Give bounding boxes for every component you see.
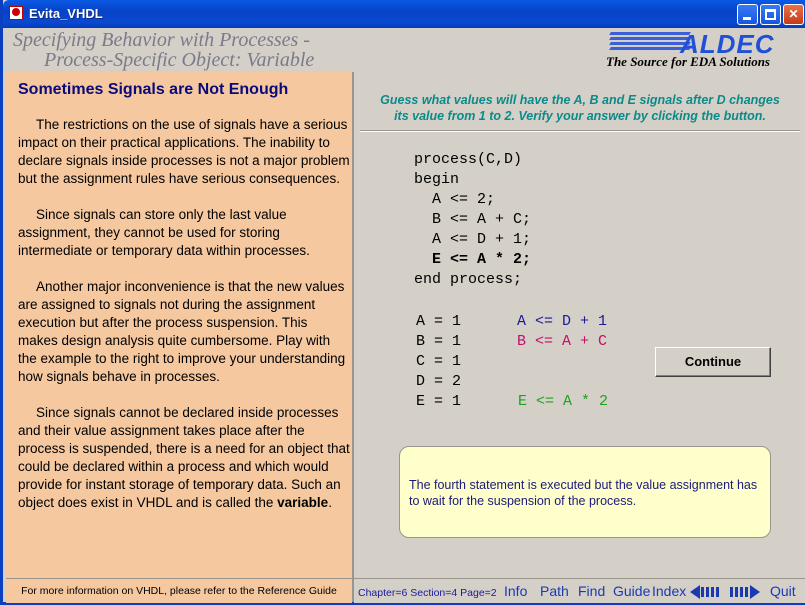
title-bar[interactable] [3,0,805,28]
header-title-line1: Specifying Behavior with Processes - [13,29,310,51]
instruction-line-1: Guess what values will have the A, B and E signals after D changes [380,93,780,107]
code-line: A <= 2; [414,191,496,208]
code-line: process(C,D) [414,151,523,168]
navigation-bar [354,578,805,603]
quit-link[interactable]: Quit [770,583,796,599]
app-icon[interactable] [9,6,23,20]
pane-title: Sometimes Signals are Not Enough [18,81,289,98]
code-line: begin [414,171,460,188]
paragraph-1: The restrictions on the use of signals have a serious impact on their practical applications. The inability to declare signals inside processes is not a major problem but the assignment rules have serious consequences. [18,117,350,186]
paragraph-3: Another major inconvenience is that the new values are assigned to signals not during the assignment execution but after the process suspension. This makes design analysis quite cumbersome. Play with the example to the right to improve your understanding how signals behave in processes. [18,279,346,384]
code-line-current: E <= A * 2; [414,251,532,268]
instruction-text [360,92,800,124]
value-a: A = 1 [416,313,462,330]
value-e: E = 1 [416,393,462,410]
paragraph-4 [18,404,350,512]
path-link[interactable]: Path [540,583,569,599]
explanation-text [18,116,350,530]
paragraph-4-end: . [328,495,332,510]
code-line: A <= D + 1; [414,231,532,248]
index-link[interactable]: Index [652,583,687,599]
logo-stripes [610,32,690,56]
reference-guide-note: For more information on VHDL, please refer to the Reference Guide [6,578,352,603]
variable-keyword: variable [277,495,329,510]
header-title-line2: Process-Specific Object: Variable [44,49,315,71]
explanation-pane [6,72,354,602]
pending-assignment-e: E <= A * 2 [518,393,609,410]
minimize-button[interactable] [737,4,758,25]
code-line: B <= A + C; [414,211,532,228]
code-line: end process; [414,271,523,288]
paragraph-2: Since signals can store only the last value assignment, they cannot be used for storing intermediate or temporary data within processes. [18,207,310,258]
guide-link[interactable]: Guide [613,583,651,599]
aldec-logo [604,30,804,70]
logo-word: ALDEC [680,29,775,59]
logo-tagline: The Source for EDA Solutions [606,54,770,69]
location-indicator: Chapter=6 Section=4 Page=2 [358,587,497,599]
paragraph-4-text: Since signals cannot be declared inside processes and their value assignment takes place after the process is suspended, there is a need for an object that could be declared within a process and which would provide for instant storage of temporary data. Such an object does exist in VHDL and is called the [18,405,350,510]
value-c: C = 1 [416,353,462,370]
continue-button[interactable]: Continue [655,347,771,377]
example-pane [354,72,805,602]
signal-values [416,312,461,412]
vhdl-code [414,150,531,290]
maximize-button[interactable] [760,4,781,25]
page-header [6,28,805,73]
window-title: Evita_VHDL [29,6,103,21]
info-link[interactable]: Info [504,583,528,599]
value-b: B = 1 [416,333,462,350]
pending-assignment-a: A <= D + 1 [517,313,608,330]
instruction-line-2: its value from 1 to 2. Verify your answer by clicking the button. [394,109,766,123]
value-d: D = 2 [416,373,462,390]
left-arrow-icon[interactable] [690,585,724,599]
divider [360,130,800,132]
find-link[interactable]: Find [578,583,606,599]
note-text: The fourth statement is executed but the value assignment has to wait for the suspension of the process. [409,478,758,508]
pending-assignment-b: B <= A + C [517,333,608,350]
right-arrow-icon[interactable] [726,585,760,599]
close-button[interactable]: ✕ [783,4,804,25]
explanation-note [399,446,771,538]
